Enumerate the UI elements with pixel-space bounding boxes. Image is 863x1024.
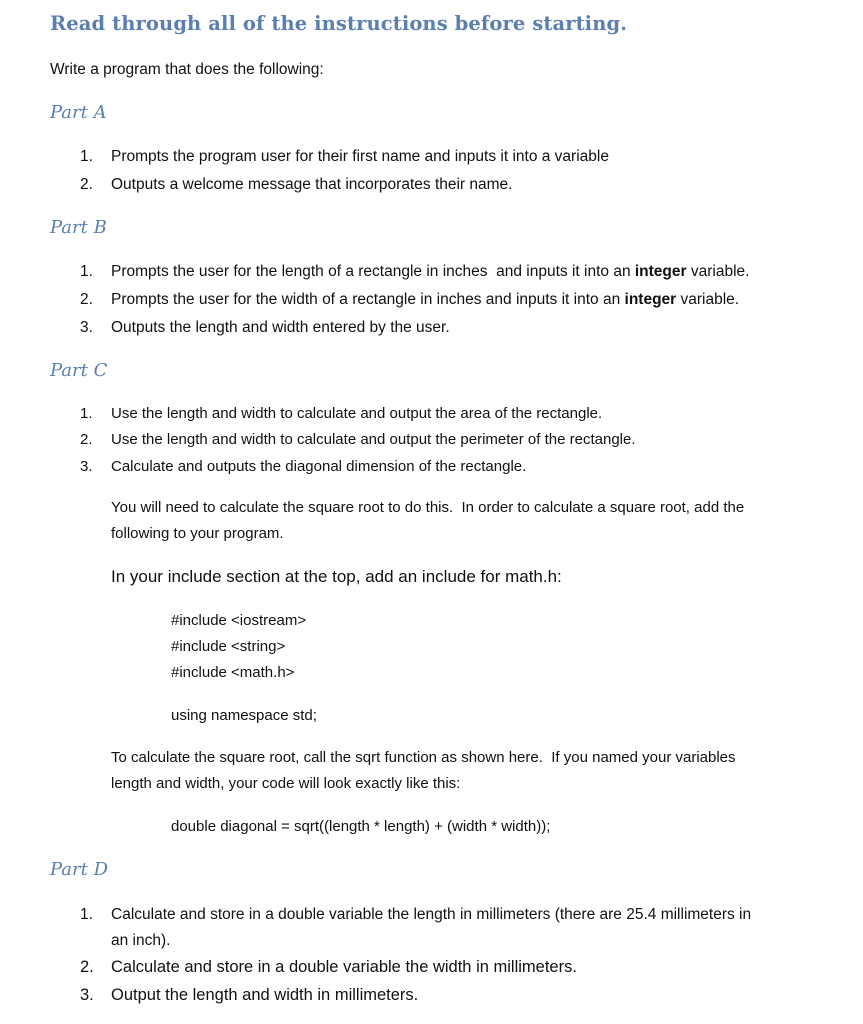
- code-include-math: #include <math.h>: [171, 664, 295, 681]
- list-number: 3.: [80, 458, 93, 475]
- list-text-bold: integer: [624, 291, 677, 308]
- list-text-post: variable.: [686, 263, 750, 280]
- list-number: 2.: [80, 291, 93, 308]
- include-note: In your include section at the top, add an include for math.h:: [111, 567, 562, 586]
- code-diagonal: double diagonal = sqrt((length * length) + (width * width));: [171, 818, 551, 835]
- list-number: 2.: [80, 431, 93, 448]
- code-namespace: using namespace std;: [171, 707, 317, 724]
- list-text: [111, 263, 749, 281]
- list-text-pre: Prompts the user for the length of a rectangle in inches and inputs it into an: [111, 263, 635, 280]
- part-b-heading: Part B: [50, 217, 107, 238]
- list-text: Use the length and width to calculate and output the area of the rectangle.: [111, 405, 603, 422]
- intro-text: Write a program that does the following:: [50, 61, 324, 78]
- list-text: Calculate and store in a double variable the width in millimeters.: [111, 958, 577, 976]
- list-number: 1.: [80, 263, 93, 280]
- call-note: [111, 745, 736, 797]
- list-text: Outputs a welcome message that incorporates their name.: [111, 176, 513, 193]
- part-a-heading: Part A: [50, 102, 107, 123]
- list-text-pre: Prompts the user for the width of a rectangle in inches and inputs it into an: [111, 291, 625, 308]
- list-text: an inch).: [111, 932, 171, 949]
- code-include-iostream: #include <iostream>: [171, 612, 307, 629]
- list-text: Calculate and store in a double variable the length in millimeters (there are 25.4 millimeters in: [111, 906, 752, 923]
- list-text: Calculate and outputs the diagonal dimension of the rectangle.: [111, 458, 527, 475]
- list-number: 3.: [80, 986, 94, 1004]
- list-number: 1.: [80, 405, 93, 422]
- list-number: 2.: [80, 176, 93, 193]
- list-number: 3.: [80, 319, 93, 336]
- sqrt-note-line2: following to your program.: [111, 525, 284, 542]
- list-text: [111, 291, 739, 309]
- list-text: Prompts the program user for their first name and inputs it into a variable: [111, 148, 609, 165]
- list-text: Outputs the length and width entered by the user.: [111, 319, 450, 336]
- sqrt-note: [111, 495, 744, 547]
- list-text-bold: integer: [634, 263, 687, 280]
- sqrt-note-line1: You will need to calculate the square root to do this. In order to calculate a square root, add the: [111, 499, 745, 516]
- list-number: 1.: [80, 148, 93, 165]
- list-text-post: variable.: [676, 291, 740, 308]
- code-include-string: #include <string>: [171, 638, 286, 655]
- part-c-heading: Part C: [50, 360, 108, 381]
- page-title: Read through all of the instructions before starting.: [50, 12, 628, 35]
- call-note-line2: length and width, your code will look exactly like this:: [111, 775, 461, 792]
- list-number: 2.: [80, 958, 94, 976]
- list-number: 1.: [80, 906, 93, 923]
- list-text: Use the length and width to calculate and output the perimeter of the rectangle.: [111, 431, 636, 448]
- part-d-heading: Part D: [50, 859, 109, 880]
- list-text: Output the length and width in millimeters.: [111, 986, 419, 1004]
- call-note-line1: To calculate the square root, call the sqrt function as shown here. If you named your variables: [111, 749, 736, 766]
